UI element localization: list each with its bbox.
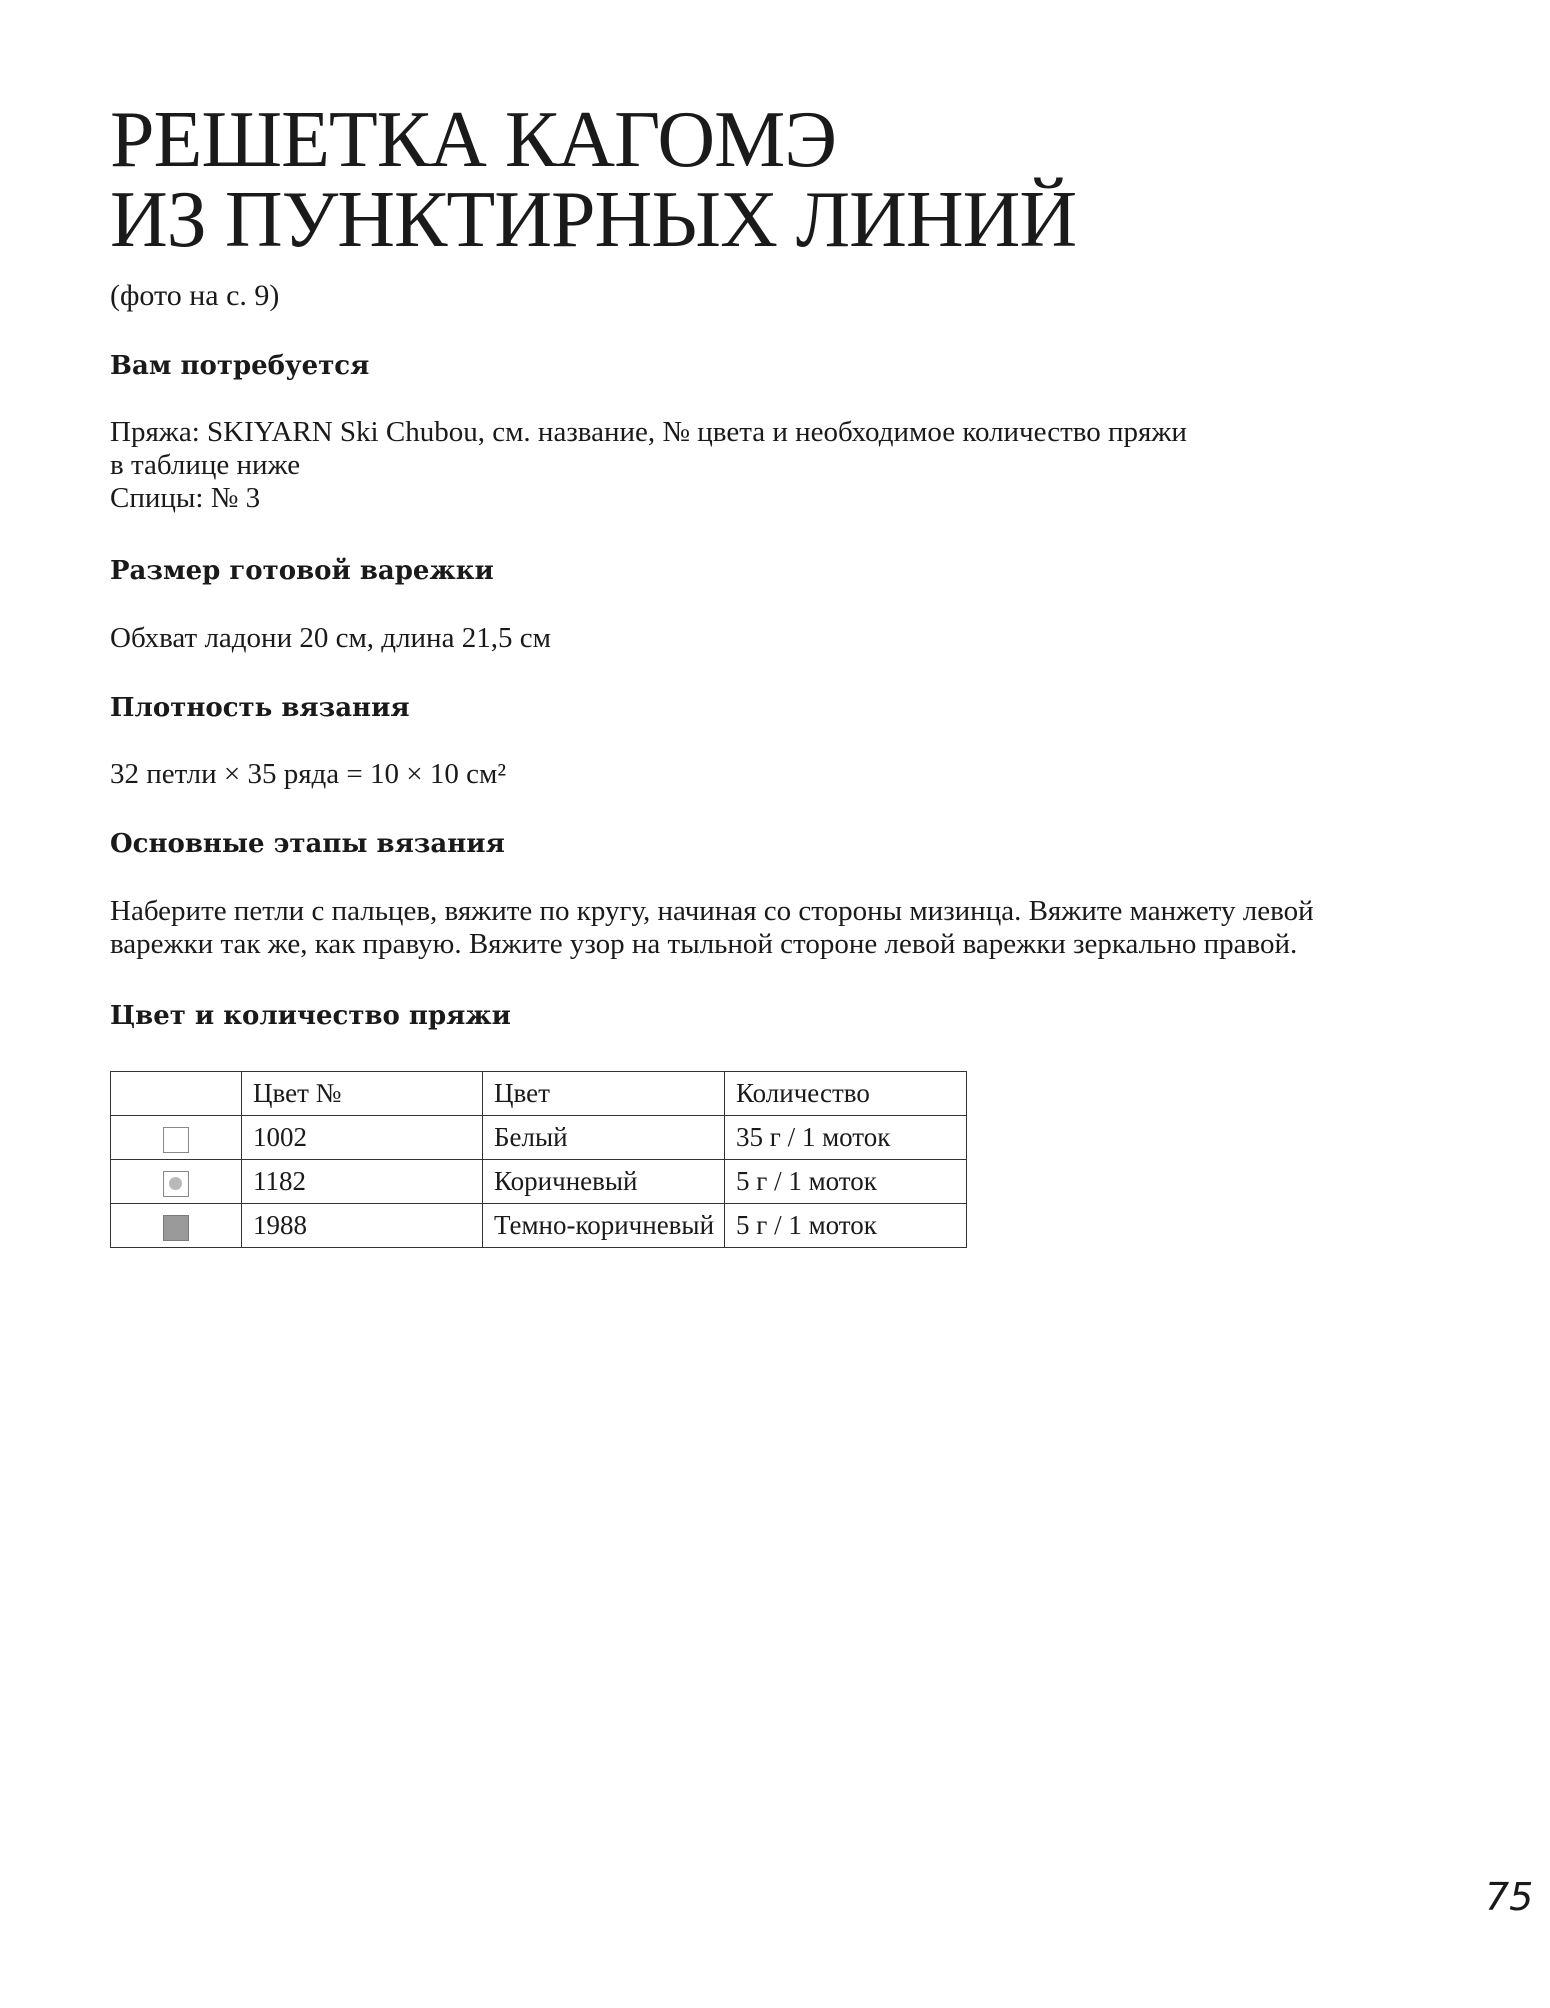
- steps-heading: Основные этапы вязания: [110, 829, 505, 859]
- size-text: Обхват ладони 20 см, длина 21,5 см: [110, 622, 551, 654]
- color-number-cell: 1988: [242, 1204, 483, 1248]
- dot-square-icon: [163, 1171, 189, 1197]
- steps-line-2: варежки так же, как правую. Вяжите узор на тыльной стороне левой варежки зеркально правой.: [110, 928, 1298, 960]
- gauge-heading: Плотность вязания: [110, 693, 410, 723]
- yarn-table: [110, 1071, 967, 1248]
- color-name-cell: Белый: [483, 1116, 725, 1160]
- title-line-1: РЕШЕТКА КАГОМЭ: [110, 96, 837, 184]
- photo-reference: (фото на с. 9): [110, 279, 280, 312]
- materials-heading: Вам потребуется: [110, 351, 370, 381]
- header-swatch: [111, 1072, 242, 1116]
- table-row: [111, 1160, 967, 1204]
- materials-line-2: в таблице ниже: [110, 449, 301, 481]
- white-square-icon: [163, 1127, 189, 1153]
- quantity-cell: 5 г / 1 моток: [725, 1204, 967, 1248]
- color-number-cell: 1182: [242, 1160, 483, 1204]
- page-number: 75: [1485, 1875, 1534, 1919]
- table-header-row: [111, 1072, 967, 1116]
- color-number-cell: 1002: [242, 1116, 483, 1160]
- materials-text: [110, 416, 1440, 515]
- swatch-cell: [111, 1204, 242, 1248]
- page-title: [110, 96, 1077, 264]
- header-color-name: Цвет: [483, 1072, 725, 1116]
- steps-line-1: Наберите петли с пальцев, вяжите по кругу, начиная со стороны мизинца. Вяжите манжету левой: [110, 895, 1314, 927]
- table-row: [111, 1204, 967, 1248]
- swatch-cell: [111, 1160, 242, 1204]
- gauge-text: 32 петли × 35 ряда = 10 × 10 см²: [110, 758, 507, 790]
- size-heading: Размер готовой варежки: [110, 556, 494, 586]
- swatch-cell: [111, 1116, 242, 1160]
- materials-line-1: Пряжа: SKIYARN Ski Chubou, см. название, № цвета и необходимое количество пряжи: [110, 416, 1187, 448]
- gray-square-icon: [163, 1215, 189, 1241]
- steps-text: [110, 895, 1440, 961]
- materials-line-3: Спицы: № 3: [110, 482, 261, 514]
- table-row: [111, 1116, 967, 1160]
- header-color-number: Цвет №: [242, 1072, 483, 1116]
- quantity-cell: 35 г / 1 моток: [725, 1116, 967, 1160]
- color-name-cell: Коричневый: [483, 1160, 725, 1204]
- quantity-cell: 5 г / 1 моток: [725, 1160, 967, 1204]
- color-name-cell: Темно-коричневый: [483, 1204, 725, 1248]
- yarn-heading: Цвет и количество пряжи: [110, 1001, 511, 1031]
- header-quantity: Количество: [725, 1072, 967, 1116]
- title-line-2: ИЗ ПУНКТИРНЫХ ЛИНИЙ: [110, 176, 1077, 264]
